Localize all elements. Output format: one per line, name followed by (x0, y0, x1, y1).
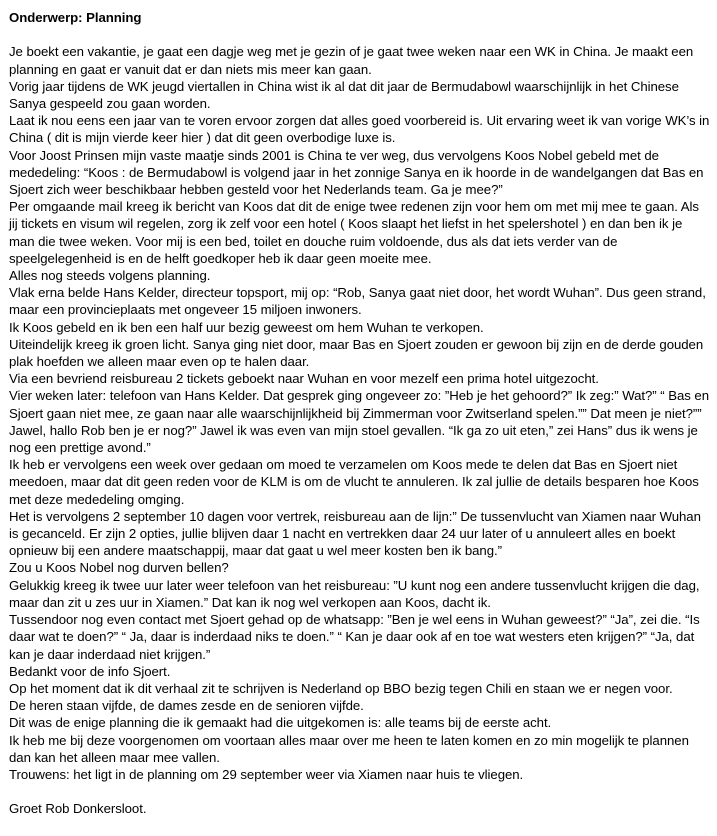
paragraph: Via een bevriend reisbureau 2 tickets geboekt naar Wuhan en voor mezelf een prima hotel uitgezocht. (9, 371, 599, 387)
paragraph: Vorig jaar tijdens de WK jeugd viertallen in China wist ik al dat dit jaar de Bermudabowl waarschijnlijk in het Chinese Sanya gespeeld zou gaan worden. (9, 78, 679, 111)
paragraph: Laat ik nou eens een jaar van te voren ervoor zorgen dat alles goed voorbereid is. Uit ervaring weet ik van vorige WK’s in China ( dit is mijn vierde keer hier ) dat dit geen overbodige luxe is. (9, 113, 710, 146)
paragraph: Uiteindelijk kreeg ik groen licht. Sanya ging niet door, maar Bas en Sjoert zouden er gewoon bij zijn en de derde gouden plak hoefden we alleen maar even op te halen daar. (9, 336, 704, 370)
paragraph: Vier weken later: telefoon van Hans Kelder. Dat gesprek ging ongeveer zo: ”Heb je het gehoord?” Ik zeg:” Wat?” “ Bas en Sjoert gaan niet mee, ze gaan naar alle waarschijnlijkheid bij Zimmerman voor Zwitserland spelen.”” Dat meen je niet?”” Jawel, hallo Rob ben je er nog?” Jawel ik was even van mijn stoel gevallen. “Ik ga zo uit eten,” zei Hans” dus ik wens je nog een prettige avond.” (9, 388, 709, 456)
paragraph: Trouwens: het ligt in de planning om 29 september weer via Xiamen naar huis te vliegen. (9, 766, 524, 782)
document (9, 9, 711, 818)
paragraph: Per omgaande mail kreeg ik bericht van Koos dat dit de enige twee redenen zijn voor hem om met mij mee te gaan. Als jij tickets en visum wil regelen, zorg ik zelf voor een hotel ( Koos slaapt het liefst in het spelershotel ) en dan ben ik je man die twee weken. Voor mij is een bed, toilet en douche ruim voldoende, dus als dat iets verder van de speelgelegenheid is en de helft goedkoper heb ik daar geen moeite mee. (9, 199, 699, 266)
paragraph: Bedankt voor de info Sjoert. (9, 663, 171, 679)
paragraph: Zou u Koos Nobel nog durven bellen? (9, 560, 229, 576)
blank-line (9, 26, 711, 43)
paragraph: Voor Joost Prinsen mijn vaste maatje sinds 2001 is China te ver weg, dus vervolgens Koos Nobel gebeld met de mededeling: “Koos : de Bermudabowl is volgend jaar in het zonnige Sanya en ik hoorde in de wandelgangen dat Bas en Sjoert zich weer beschikbaar hebben gesteld voor het Nederlands team. Ga je mee?” (9, 147, 704, 198)
paragraph: Ik heb me bij deze voorgenomen om voortaan alles maar over me heen te laten komen en zo min mogelijk te plannen dan kan het alleen maar mee vallen. (9, 732, 689, 765)
paragraph: Het is vervolgens 2 september 10 dagen voor vertrek, reisbureau aan de lijn:” De tussenvlucht van Xiamen naar Wuhan is gecanceld. Er zijn 2 opties, jullie blijven daar 1 nacht en vertrekken daar 24 uur later of u annuleert alles en boekt opnieuw bij een andere maatschappij, maar dat gaat u wel meer kosten ben ik bang.” (9, 508, 701, 559)
paragraph: Tussendoor nog even contact met Sjoert gehad op de whatsapp: ”Ben je wel eens in Wuhan geweest?” “Ja”, zei die. “Is daar wat te doen?” “ Ja, daar is inderdaad niks te doen.” “ Kan je daar ook af en toe wat westers eten krijgen?” “Ja, dat kan je daar inderdaad niet krijgen.” (9, 612, 700, 662)
paragraph: De heren staan vijfde, de dames zesde en de senioren vijfde. (9, 698, 364, 714)
paragraph: Ik heb er vervolgens een week over gedaan om moed te verzamelen om Koos mede te delen dat Bas en Sjoert niet meedoen, maar dat dit geen reden voor de KLM is om de vlucht te annuleren. Ik zal jullie de details besparen hoe Koos met deze mededeling omging. (9, 457, 699, 507)
paragraph: Ik Koos gebeld en ik ben een half uur bezig geweest om hem Wuhan te verkopen. (9, 319, 484, 335)
subject-line: Onderwerp: Planning (9, 10, 142, 25)
paragraph: Je boekt een vakantie, je gaat een dagje weg met je gezin of je gaat twee weken naar een WK in China. Je maakt een planning en gaat er vanuit dat er dan niets mis meer kan gaan. (9, 44, 694, 77)
signature: Groet Rob Donkersloot. (9, 801, 147, 817)
paragraph: Gelukkig kreeg ik twee uur later weer telefoon van het reisbureau: ”U kunt nog een andere tussenvlucht krijgen die dag, maar dan zit u zes uur in Xiamen.” Dat kan ik nog wel verkopen aan Koos, dacht ik. (9, 577, 700, 610)
paragraph: Alles nog steeds volgens planning. (9, 268, 211, 284)
paragraph: Vlak erna belde Hans Kelder, directeur topsport, mij op: “Rob, Sanya gaat niet door, het wordt Wuhan”. Dus geen strand, maar een provincieplaats met ongeveer 15 miljoen inwoners. (9, 285, 706, 318)
blank-line (9, 783, 711, 800)
paragraph: Dit was de enige planning die ik gemaakt had die uitgekomen is: alle teams bij de eerste acht. (9, 715, 552, 731)
paragraph: Op het moment dat ik dit verhaal zit te schrijven is Nederland op BBO bezig tegen Chili en staan we er negen voor. (9, 680, 673, 696)
